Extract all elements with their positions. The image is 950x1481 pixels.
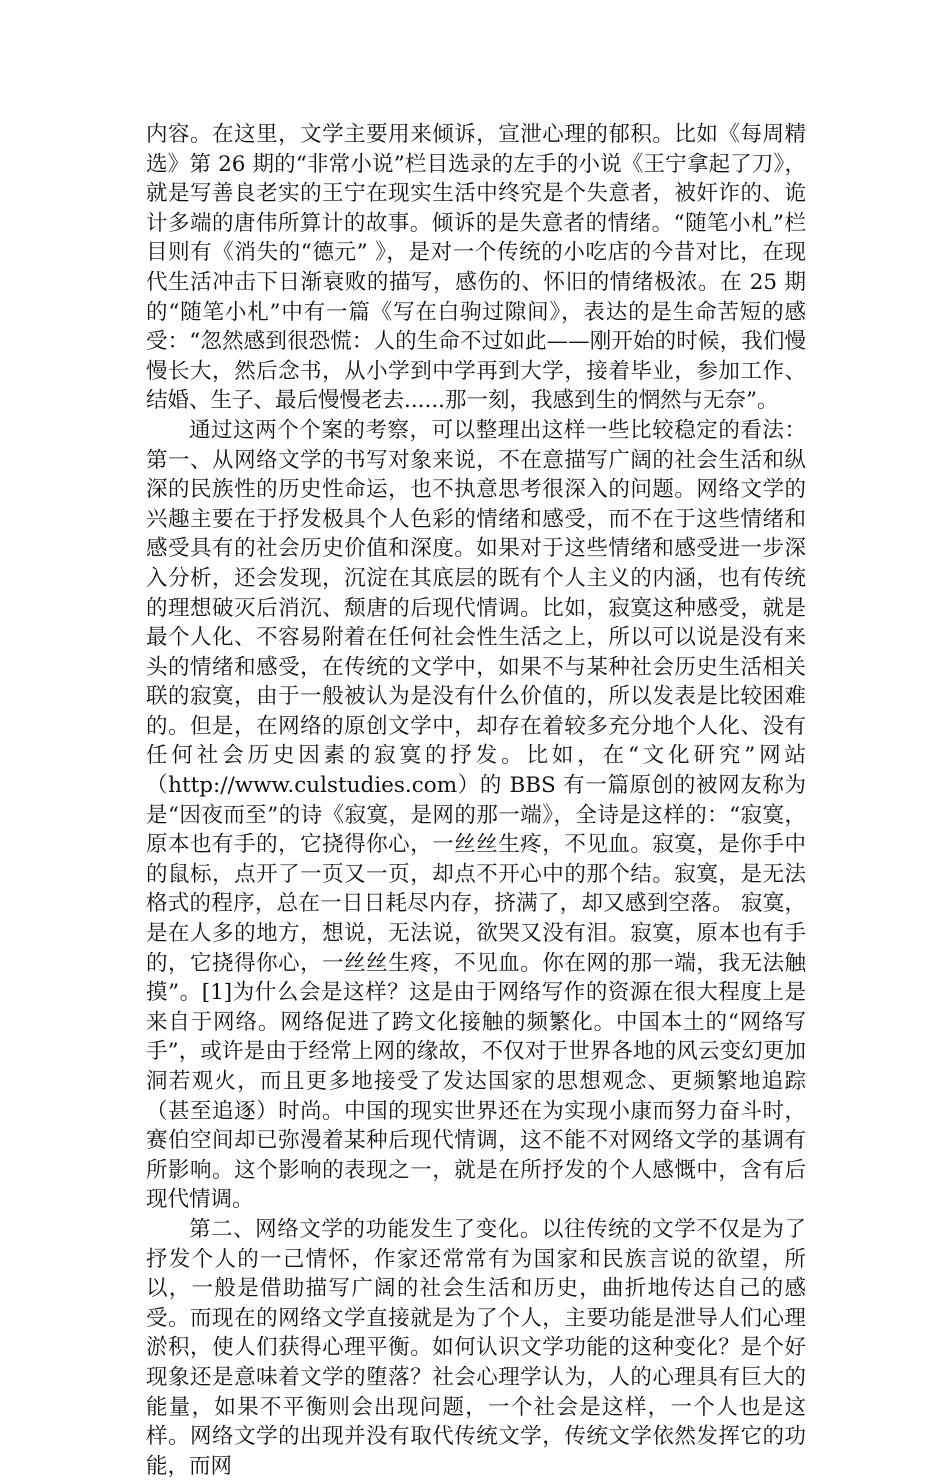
body-text [146, 120, 806, 1481]
paragraph-continuation: 内容。在这里，文学主要用来倾诉，宣泄心理的郁积。比如《每周精选》第 26 期的“非常小说”栏目选录的左手的小说《王宁拿起了刀》，就是写善良老实的王宁在现实生活中终究是个失意者，被奸诈的、诡计多端的唐伟所算计的故事。倾诉的是失意者的情绪。“随笔小札”栏目则有《消失的“德元” 》，是对一个传统的小吃店的今昔对比，在现代生活冲击下日渐衰败的描写，感伤的、怀旧的情绪极浓。在 25 期的“随笔小札”中有一篇《写在白驹过隙间》，表达的是生命苦短的感受：“忽然感到很恐慌：人的生命不过如此——刚开始的时候，我们慢慢长大，然后念书，从小学到中学再到大学，接着毕业，参加工作、结婚、生子、最后慢慢老去......那一刻，我感到生的惘然与无奈”。 [146, 122, 806, 414]
paragraph-function-change: 第二、网络文学的功能发生了变化。以往传统的文学不仅是为了抒发个人的一己情怀，作家还常常有为国家和民族言说的欲望，所以，一般是借助描写广阔的社会生活和历史，曲折地传达自己的感受。而现在的网络文学直接就是为了个人，主要功能是泄导人们心理淤积，使人们获得心理平衡。如何认识文学功能的这种变化？是个好现象还是意味着文学的堕落？社会心理学认为，人的心理具有巨大的能量，如果不平衡则会出现问题，一个社会是这样，一个人也是这样。网络文学的出现并没有取代传统文学，传统文学依然发挥它的功能，而网 [146, 1216, 806, 1479]
paragraph-case-analysis: 通过这两个个案的考察，可以整理出这样一些比较稳定的看法：第一、从网络文学的书写对象来说，不在意描写广阔的社会生活和纵深的民族性的历史性命运，也不执意思考很深入的问题。网络文学的兴趣主要在于抒发极具个人色彩的情绪和感受，而不在于这些情绪和感受具有的社会历史价值和深度。如果对于这些情绪和感受进一步深入分析，还会发现，沉淀在其底层的既有个人主义的内涵，也有传统的理想破灭后消沉、颓唐的后现代情调。比如，寂寞这种感受，就是最个人化、不容易附着在任何社会性生活之上，所以可以说是没有来头的情绪和感受，在传统的文学中，如果不与某种社会历史生活相关联的寂寞，由于一般被认为是没有什么价值的，所以发表是比较困难的。但是，在网络的原创文学中，却存在着较多充分地个人化、没有任何社会历史因素的寂寞的抒发。比如，在“文化研究”网站（http://www.culstudies.com）的 BBS 有一篇原创的被网友称为是“因夜而至”的诗《寂寞，是网的那一端》，全诗是这样的：“寂寞，原本也有手的，它挠得你心，一丝丝生疼，不见血。寂寞，是你手中的鼠标，点开了一页又一页，却点不开心中的那个结。寂寞，是无法格式的程序，总在一日日耗尽内存，挤满了，却又感到空落。 寂寞，是在人多的地方，想说，无法说，欲哭又没有泪。寂寞，原本也有手的，它挠得你心，一丝丝生疼，不见血。你在网的那一端，我无法触摸”。[1]为什么会是这样？这是由于网络写作的资源在很大程度上是来自于网络。网络促进了跨文化接触的频繁化。中国本土的“网络写手”，或许是由于经常上网的缘故，不仅对于世界各地的风云变幻更加洞若观火，而且更多地接受了发达国家的思想观念、更频繁地追踪（甚至追逐）时尚。中国的现实世界还在为实现小康而努力奋斗时，赛伯空间却已弥漫着某种后现代情调，这不能不对网络文学的基调有所影响。这个影响的表现之一，就是在所抒发的个人感慨中，含有后现代情调。 [146, 417, 806, 1213]
